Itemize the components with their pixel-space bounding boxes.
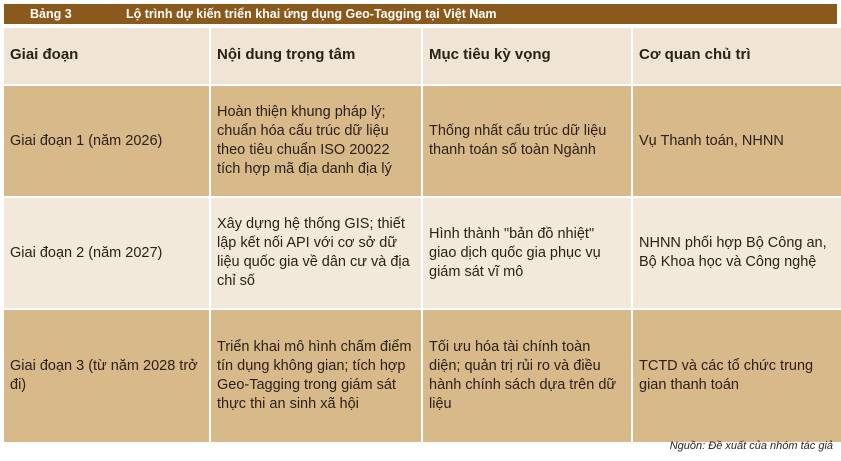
- table-container: [4, 4, 837, 442]
- header-phase: Giai đoạn: [4, 28, 209, 84]
- row2-focus: Xây dựng hệ thống GIS; thiết lập kết nối API với cơ sở dữ liệu quốc gia về dân cư và địa chỉ số: [211, 198, 421, 308]
- table-title: Lộ trình dự kiến triển khai ứng dụng Geo-Tagging tại Việt Nam: [126, 7, 497, 21]
- row2-agency: NHNN phối hợp Bộ Công an, Bộ Khoa học và Công nghệ: [633, 198, 841, 308]
- row1-goal: Thống nhất cấu trúc dữ liệu thanh toán số toàn Ngành: [423, 86, 631, 196]
- row3-focus: Triển khai mô hình chấm điểm tín dụng không gian; tích hợp Geo-Tagging trong giám sát thực thi an sinh xã hội: [211, 310, 421, 442]
- header-agency: Cơ quan chủ trì: [633, 28, 841, 84]
- header-focus: Nội dung trọng tâm: [211, 28, 421, 84]
- table-banner: [4, 4, 837, 24]
- source-note: Nguồn: Đề xuất của nhóm tác giả: [669, 440, 833, 452]
- row1-focus: Hoàn thiện khung pháp lý; chuẩn hóa cấu trúc dữ liệu theo tiêu chuẩn ISO 20022 tích hợp mã địa danh địa lý: [211, 86, 421, 196]
- header-goal: Mục tiêu kỳ vọng: [423, 28, 631, 84]
- table-number: Bảng 3: [30, 7, 72, 21]
- roadmap-table: [4, 28, 837, 442]
- row3-phase: Giai đoạn 3 (từ năm 2028 trở đi): [4, 310, 209, 442]
- row3-goal: Tối ưu hóa tài chính toàn diện; quản trị rủi ro và điều hành chính sách dựa trên dữ liệu: [423, 310, 631, 442]
- row1-phase: Giai đoạn 1 (năm 2026): [4, 86, 209, 196]
- row2-goal: Hình thành "bản đồ nhiệt" giao dịch quốc gia phục vụ giám sát vĩ mô: [423, 198, 631, 308]
- row1-agency: Vụ Thanh toán, NHNN: [633, 86, 841, 196]
- row3-agency: TCTD và các tổ chức trung gian thanh toán: [633, 310, 841, 442]
- row2-phase: Giai đoạn 2 (năm 2027): [4, 198, 209, 308]
